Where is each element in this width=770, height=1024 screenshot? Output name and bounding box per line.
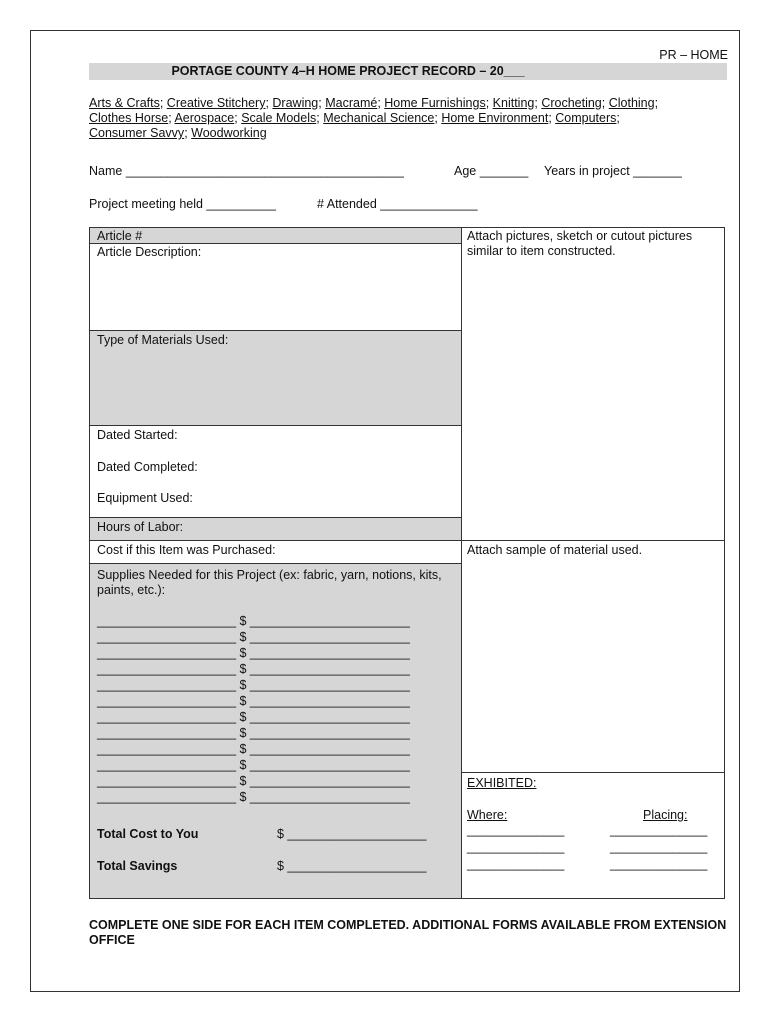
cost-purchased-label: Cost if this Item was Purchased: xyxy=(97,543,276,557)
project-item: Computers xyxy=(555,111,617,125)
supply-line[interactable]: ____________________ $ _______________________ xyxy=(97,614,410,628)
footer-note: COMPLETE ONE SIDE FOR EACH ITEM COMPLETED. ADDITIONAL FORMS AVAILABLE FROM EXTENSION OFFICE xyxy=(89,918,727,947)
project-item: Drawing xyxy=(272,96,319,110)
form-title: PORTAGE COUNTY 4–H HOME PROJECT RECORD – 20___ xyxy=(171,64,525,78)
project-line-2: Clothes Horse; Aerospace; Scale Models; Mechanical Science; Home Environment; Computers; xyxy=(89,111,620,125)
supply-line[interactable]: ____________________ $ _______________________ xyxy=(97,774,410,788)
project-line-3: Consumer Savvy; Woodworking xyxy=(89,126,267,140)
row-divider xyxy=(89,540,725,541)
article-description-label: Article Description: xyxy=(97,245,202,259)
project-item: Scale Models xyxy=(241,111,317,125)
row-divider xyxy=(89,517,461,518)
project-item: Clothing xyxy=(608,96,655,110)
supply-line[interactable]: ____________________ $ _______________________ xyxy=(97,742,410,756)
placing-label: Placing: xyxy=(643,808,688,822)
project-item: Mechanical Science xyxy=(323,111,435,125)
exhibit-where-field[interactable]: ______________ xyxy=(467,857,565,871)
table-right-border xyxy=(724,227,725,899)
attended-field[interactable]: # Attended ______________ xyxy=(317,197,478,211)
meeting-field[interactable]: Project meeting held __________ xyxy=(89,197,276,211)
equipment-label: Equipment Used: xyxy=(97,491,193,505)
project-item: Home Furnishings xyxy=(384,96,486,110)
article-number-label: Article # xyxy=(97,229,143,243)
article-number-shade xyxy=(89,227,461,243)
supply-line[interactable]: ____________________ $ _______________________ xyxy=(97,646,410,660)
project-item: Crocheting xyxy=(541,96,602,110)
name-field[interactable]: Name ________________________________________ xyxy=(89,164,404,178)
project-line-1: Arts & Crafts; Creative Stitchery; Drawing; Macramé; Home Furnishings; Knitting; Crocheting; Clothing; xyxy=(89,96,659,110)
project-item: Aerospace xyxy=(174,111,235,125)
table-bottom-border xyxy=(89,898,725,899)
row-divider xyxy=(89,563,461,564)
supplies-label: Supplies Needed for this Project (ex: fabric, yarn, notions, kits, paints, etc.): xyxy=(97,568,442,597)
supply-line[interactable]: ____________________ $ _______________________ xyxy=(97,662,410,676)
form-code: PR – HOME xyxy=(659,48,728,62)
supply-line[interactable]: ____________________ $ _______________________ xyxy=(97,726,410,740)
attach-pictures-label: Attach pictures, sketch or cutout pictures similar to item constructed. xyxy=(467,229,693,258)
project-item: Home Environment xyxy=(441,111,549,125)
date-completed-label: Dated Completed: xyxy=(97,460,198,474)
supply-line[interactable]: ____________________ $ _______________________ xyxy=(97,630,410,644)
row-divider xyxy=(461,772,725,773)
exhibit-placing-field[interactable]: ______________ xyxy=(610,840,708,854)
row-divider xyxy=(89,243,461,244)
supply-line[interactable]: ____________________ $ _______________________ xyxy=(97,678,410,692)
project-item: Knitting xyxy=(492,96,535,110)
hours-label: Hours of Labor: xyxy=(97,520,184,534)
exhibit-placing-field[interactable]: ______________ xyxy=(610,857,708,871)
exhibit-where-field[interactable]: ______________ xyxy=(467,823,565,837)
supply-line[interactable]: ____________________ $ _______________________ xyxy=(97,710,410,724)
project-item: Consumer Savvy xyxy=(89,126,185,140)
exhibit-where-field[interactable]: ______________ xyxy=(467,840,565,854)
total-savings-label: Total Savings xyxy=(97,859,178,873)
project-item: Creative Stitchery xyxy=(166,96,266,110)
supply-line[interactable]: ____________________ $ _______________________ xyxy=(97,694,410,708)
materials-label: Type of Materials Used: xyxy=(97,333,229,347)
total-cost-field[interactable]: $ ____________________ xyxy=(277,827,427,841)
supply-line[interactable]: ____________________ $ _______________________ xyxy=(97,758,410,772)
exhibited-label: EXHIBITED: xyxy=(467,776,537,790)
exhibit-placing-field[interactable]: ______________ xyxy=(610,823,708,837)
project-item: Arts & Crafts xyxy=(89,96,160,110)
date-started-label: Dated Started: xyxy=(97,428,178,442)
supply-line[interactable]: ____________________ $ _______________________ xyxy=(97,790,410,804)
total-savings-field[interactable]: $ ____________________ xyxy=(277,859,427,873)
age-field[interactable]: Age _______ xyxy=(454,164,529,178)
row-divider xyxy=(89,330,461,331)
total-cost-label: Total Cost to You xyxy=(97,827,199,841)
row-divider xyxy=(89,425,461,426)
project-list xyxy=(89,96,729,141)
where-label: Where: xyxy=(467,808,508,822)
attach-sample-label: Attach sample of material used. xyxy=(467,543,643,557)
table-top-border xyxy=(89,227,725,228)
project-item: Woodworking xyxy=(191,126,267,140)
years-field[interactable]: Years in project _______ xyxy=(544,164,682,178)
table-center-divider xyxy=(461,227,462,899)
project-item: Clothes Horse xyxy=(89,111,169,125)
project-item: Macramé xyxy=(325,96,378,110)
